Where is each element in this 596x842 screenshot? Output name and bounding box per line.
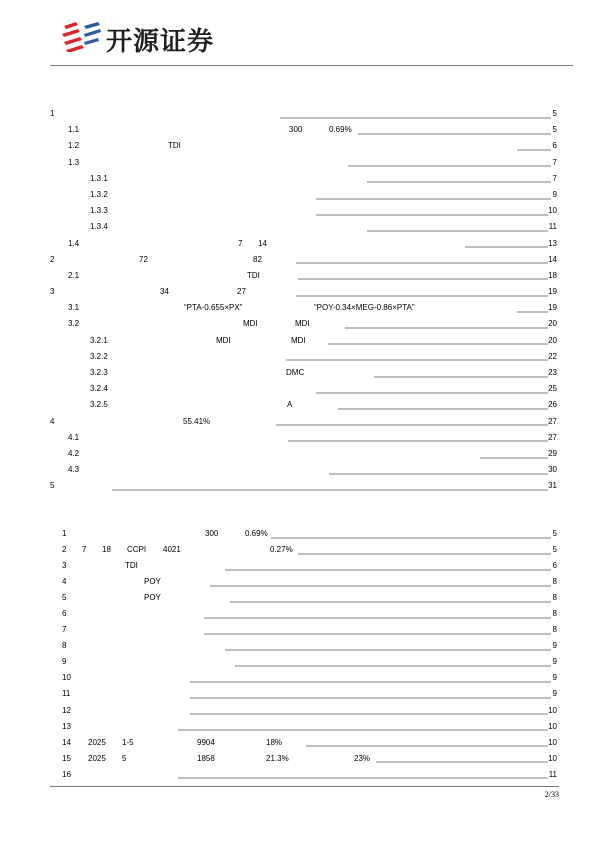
dot-leader (358, 122, 551, 138)
entry-page-number: 5 (552, 109, 557, 118)
dot-leader (230, 590, 551, 606)
entry-page-number: 20 (548, 319, 557, 329)
entry-number: 16 (62, 769, 71, 779)
entry-title-fragment: 23% (354, 753, 371, 763)
entry-page-number: 23 (548, 368, 557, 377)
header-rule (50, 65, 573, 66)
toc-entry[interactable] (0, 171, 596, 187)
entry-page-number: 9 (552, 657, 557, 667)
entry-page-number: 5 (552, 125, 557, 135)
entry-number: 2.1 (68, 270, 80, 280)
dot-leader (190, 686, 551, 702)
entry-number: 1.3.4 (90, 222, 108, 232)
dot-leader (178, 719, 548, 735)
dot-leader (328, 333, 548, 349)
dot-leader (225, 558, 551, 574)
entry-number: 10 (62, 673, 71, 683)
entry-title-fragment: 4021 (163, 545, 181, 555)
toc-entry[interactable] (0, 122, 596, 138)
entry-title-fragment: 27 (237, 287, 246, 297)
entry-title-fragment: 18% (266, 737, 283, 747)
entry-page-number: 9 (552, 189, 557, 199)
dot-leader (316, 203, 548, 219)
dot-leader (316, 381, 548, 397)
entry-title-fragment: “PTA-0.655×PX” (184, 303, 243, 313)
entry-title-fragment: TDI (247, 270, 260, 280)
entry-page-number: 26 (548, 400, 557, 410)
entry-title-fragment: MDI (291, 335, 306, 345)
dot-leader (190, 703, 548, 719)
figure-entry[interactable] (0, 526, 596, 542)
toc-entry[interactable] (0, 203, 596, 219)
figure-entry[interactable] (0, 686, 596, 702)
dot-leader (210, 574, 551, 590)
dot-leader (298, 542, 551, 558)
entry-number: 1.3.2 (90, 189, 108, 199)
entry-page-number: 7 (552, 173, 557, 183)
entry-number: 4 (50, 416, 55, 426)
dot-leader (296, 252, 548, 268)
dot-leader (271, 526, 551, 542)
dot-leader (517, 300, 548, 316)
entry-page-number: 25 (548, 384, 557, 394)
dot-leader (178, 767, 548, 783)
toc-entry[interactable] (0, 414, 596, 430)
figure-entry[interactable] (0, 622, 596, 638)
entry-title-fragment: MDI (216, 335, 231, 345)
entry-title-fragment: 9904 (197, 737, 215, 747)
entry-page-number: 8 (552, 625, 557, 635)
entry-number: 3 (62, 561, 67, 571)
figure-entry[interactable] (0, 670, 596, 686)
toc-entry[interactable] (0, 155, 596, 171)
figure-entry[interactable] (0, 542, 596, 558)
list-of-figures (0, 526, 596, 783)
logo-mark-icon (62, 20, 102, 52)
entry-page-number: 20 (548, 335, 557, 345)
entry-page-number: 30 (548, 465, 557, 475)
toc-entry[interactable] (0, 236, 596, 252)
dot-leader (112, 478, 548, 494)
dot-leader (280, 106, 551, 122)
entry-title-fragment: 55.41% (183, 416, 211, 426)
entry-page-number: 10 (548, 721, 557, 731)
entry-title-fragment: MDI (295, 319, 310, 329)
dot-leader (480, 446, 548, 462)
entry-title-fragment: 34 (160, 287, 169, 297)
figure-entry[interactable] (0, 719, 596, 735)
entry-number: 13 (62, 721, 71, 731)
entry-number: 3.2.2 (90, 351, 108, 361)
entry-title-fragment: 72 (139, 254, 148, 264)
entry-page-number: 29 (548, 448, 557, 458)
entry-title-fragment: CCPI (127, 545, 147, 555)
dot-leader (204, 622, 551, 638)
toc-entry[interactable] (0, 187, 596, 203)
entry-title-fragment: DMC (286, 368, 305, 377)
dot-leader (306, 735, 548, 751)
entry-number: 4 (62, 577, 67, 587)
toc-entry[interactable] (0, 349, 596, 365)
entry-number: 3.2.5 (90, 400, 108, 410)
footer-rule (50, 786, 559, 787)
figure-entry[interactable] (0, 558, 596, 574)
entry-number: 4.1 (68, 432, 80, 442)
entry-number: 1.1 (68, 125, 80, 135)
entry-title-fragment: 21.3% (266, 753, 289, 763)
entry-title-fragment: 2025 (88, 737, 106, 747)
dot-leader (348, 155, 551, 171)
dot-leader (298, 268, 548, 284)
entry-number: 2 (62, 545, 67, 555)
figure-entry[interactable] (0, 751, 596, 767)
dot-leader (517, 138, 551, 154)
toc-entry[interactable] (0, 381, 596, 397)
dot-leader (316, 187, 551, 203)
figure-entry[interactable] (0, 590, 596, 606)
entry-number: 1.3.1 (90, 173, 108, 183)
entry-number: 1.3.3 (90, 206, 108, 216)
entry-title-fragment: 0.27% (270, 545, 293, 555)
entry-number: 1 (62, 529, 67, 538)
entry-number: 4.3 (68, 465, 80, 475)
entry-page-number: 10 (548, 753, 557, 763)
entry-title-fragment: 18 (102, 545, 111, 555)
dot-leader (276, 414, 548, 430)
entry-number: 6 (62, 609, 67, 619)
dot-leader (338, 397, 548, 413)
entry-page-number: 27 (548, 416, 557, 426)
entry-number: 4.2 (68, 448, 80, 458)
entry-page-number: 10 (548, 206, 557, 216)
toc-entry[interactable] (0, 446, 596, 462)
entry-page-number: 10 (548, 705, 557, 715)
entry-title-fragment: MDI (243, 319, 258, 329)
toc-entry[interactable] (0, 430, 596, 446)
entry-page-number: 19 (548, 303, 557, 313)
figure-entry[interactable] (0, 638, 596, 654)
dot-leader (204, 606, 551, 622)
entry-title-fragment: 82 (253, 254, 262, 264)
entry-number: 9 (62, 657, 67, 667)
figure-entry[interactable] (0, 703, 596, 719)
entry-title-fragment: 300 (289, 125, 303, 135)
entry-number: 3.2.3 (90, 368, 108, 377)
dot-leader (190, 670, 551, 686)
entry-title-fragment: POY (144, 593, 161, 603)
entry-title-fragment: A (287, 400, 293, 410)
entry-title-fragment: 7 (82, 545, 87, 555)
entry-page-number: 6 (552, 141, 557, 151)
entry-number: 7 (62, 625, 67, 635)
entry-number: 1 (50, 109, 55, 118)
entry-page-number: 8 (552, 609, 557, 619)
entry-page-number: 6 (552, 561, 557, 571)
entry-page-number: 7 (552, 157, 557, 167)
entry-page-number: 22 (548, 351, 557, 361)
toc-entry[interactable] (0, 106, 596, 122)
entry-title-fragment: 0.69% (245, 529, 268, 538)
entry-number: 3 (50, 287, 55, 297)
toc-entry[interactable] (0, 219, 596, 235)
entry-page-number: 9 (552, 689, 557, 699)
entry-title-fragment: 14 (258, 238, 267, 248)
dot-leader (296, 284, 548, 300)
toc-entry[interactable] (0, 462, 596, 478)
toc-entry[interactable] (0, 316, 596, 332)
entry-number: 15 (62, 753, 71, 763)
entry-number: 11 (62, 689, 71, 699)
entry-title-fragment: TDI (168, 141, 181, 151)
entry-number: 12 (62, 705, 71, 715)
entry-number: 5 (50, 481, 55, 491)
entry-number: 3.2.1 (90, 335, 108, 345)
entry-page-number: 11 (548, 222, 557, 232)
entry-number: 3.2.4 (90, 384, 108, 394)
entry-title-fragment: 1-5 (122, 737, 134, 747)
company-logo (62, 18, 262, 57)
dot-leader (286, 349, 548, 365)
toc-entry[interactable] (0, 138, 596, 154)
entry-title-fragment: 7 (238, 238, 243, 248)
figure-entry[interactable] (0, 606, 596, 622)
entry-page-number: 13 (548, 238, 557, 248)
entry-page-number: 31 (548, 481, 557, 491)
entry-number: 14 (62, 737, 71, 747)
entry-number: 2 (50, 254, 55, 264)
entry-number: 1.3 (68, 157, 80, 167)
entry-title-fragment: 2025 (88, 753, 106, 763)
entry-page-number: 19 (548, 287, 557, 297)
entry-title-fragment: 1858 (197, 753, 215, 763)
toc-entry[interactable] (0, 252, 596, 268)
entry-page-number: 8 (552, 593, 557, 603)
figure-entry[interactable] (0, 735, 596, 751)
entry-title-fragment: “POY-0.34×MEG-0.86×PTA” (314, 303, 415, 313)
dot-leader (225, 638, 551, 654)
entry-page-number: 8 (552, 577, 557, 587)
entry-page-number: 9 (552, 641, 557, 651)
entry-title-fragment: 0.69% (329, 125, 352, 135)
entry-number: 5 (62, 593, 67, 603)
dot-leader (376, 751, 548, 767)
entry-title-fragment: 300 (205, 529, 219, 538)
entry-number: 3.1 (68, 303, 80, 313)
entry-title-fragment: POY (144, 577, 161, 587)
entry-number: 1.4 (68, 238, 80, 248)
toc-entry[interactable] (0, 333, 596, 349)
toc-entry[interactable] (0, 268, 596, 284)
entry-title-fragment: 5 (122, 753, 127, 763)
entry-page-number: 10 (548, 737, 557, 747)
entry-page-number: 27 (548, 432, 557, 442)
dot-leader (288, 430, 548, 446)
entry-number: 3.2 (68, 319, 80, 329)
entry-page-number: 11 (548, 769, 557, 779)
toc-entry[interactable] (0, 478, 596, 494)
toc-entry[interactable] (0, 397, 596, 413)
entry-number: 8 (62, 641, 67, 651)
page-indicator: 2/33 (544, 790, 559, 799)
entry-page-number: 5 (552, 529, 557, 538)
dot-leader (329, 462, 548, 478)
entry-title-fragment: TDI (125, 561, 138, 571)
dot-leader (367, 171, 551, 187)
figure-entry[interactable] (0, 654, 596, 670)
brand-name: 开源证券 (106, 27, 215, 57)
dot-leader (374, 365, 548, 381)
entry-page-number: 14 (548, 254, 557, 264)
dot-leader (367, 219, 548, 235)
entry-page-number: 9 (552, 673, 557, 683)
figure-entry[interactable] (0, 574, 596, 590)
dot-leader (345, 316, 548, 332)
table-of-contents (0, 106, 596, 495)
figure-entry[interactable] (0, 767, 596, 783)
dot-leader (235, 654, 551, 670)
entry-page-number: 18 (548, 270, 557, 280)
toc-entry[interactable] (0, 365, 596, 381)
dot-leader (465, 236, 548, 252)
entry-page-number: 5 (552, 545, 557, 555)
toc-entry[interactable] (0, 300, 596, 316)
entry-number: 1.2 (68, 141, 80, 151)
toc-entry[interactable] (0, 284, 596, 300)
